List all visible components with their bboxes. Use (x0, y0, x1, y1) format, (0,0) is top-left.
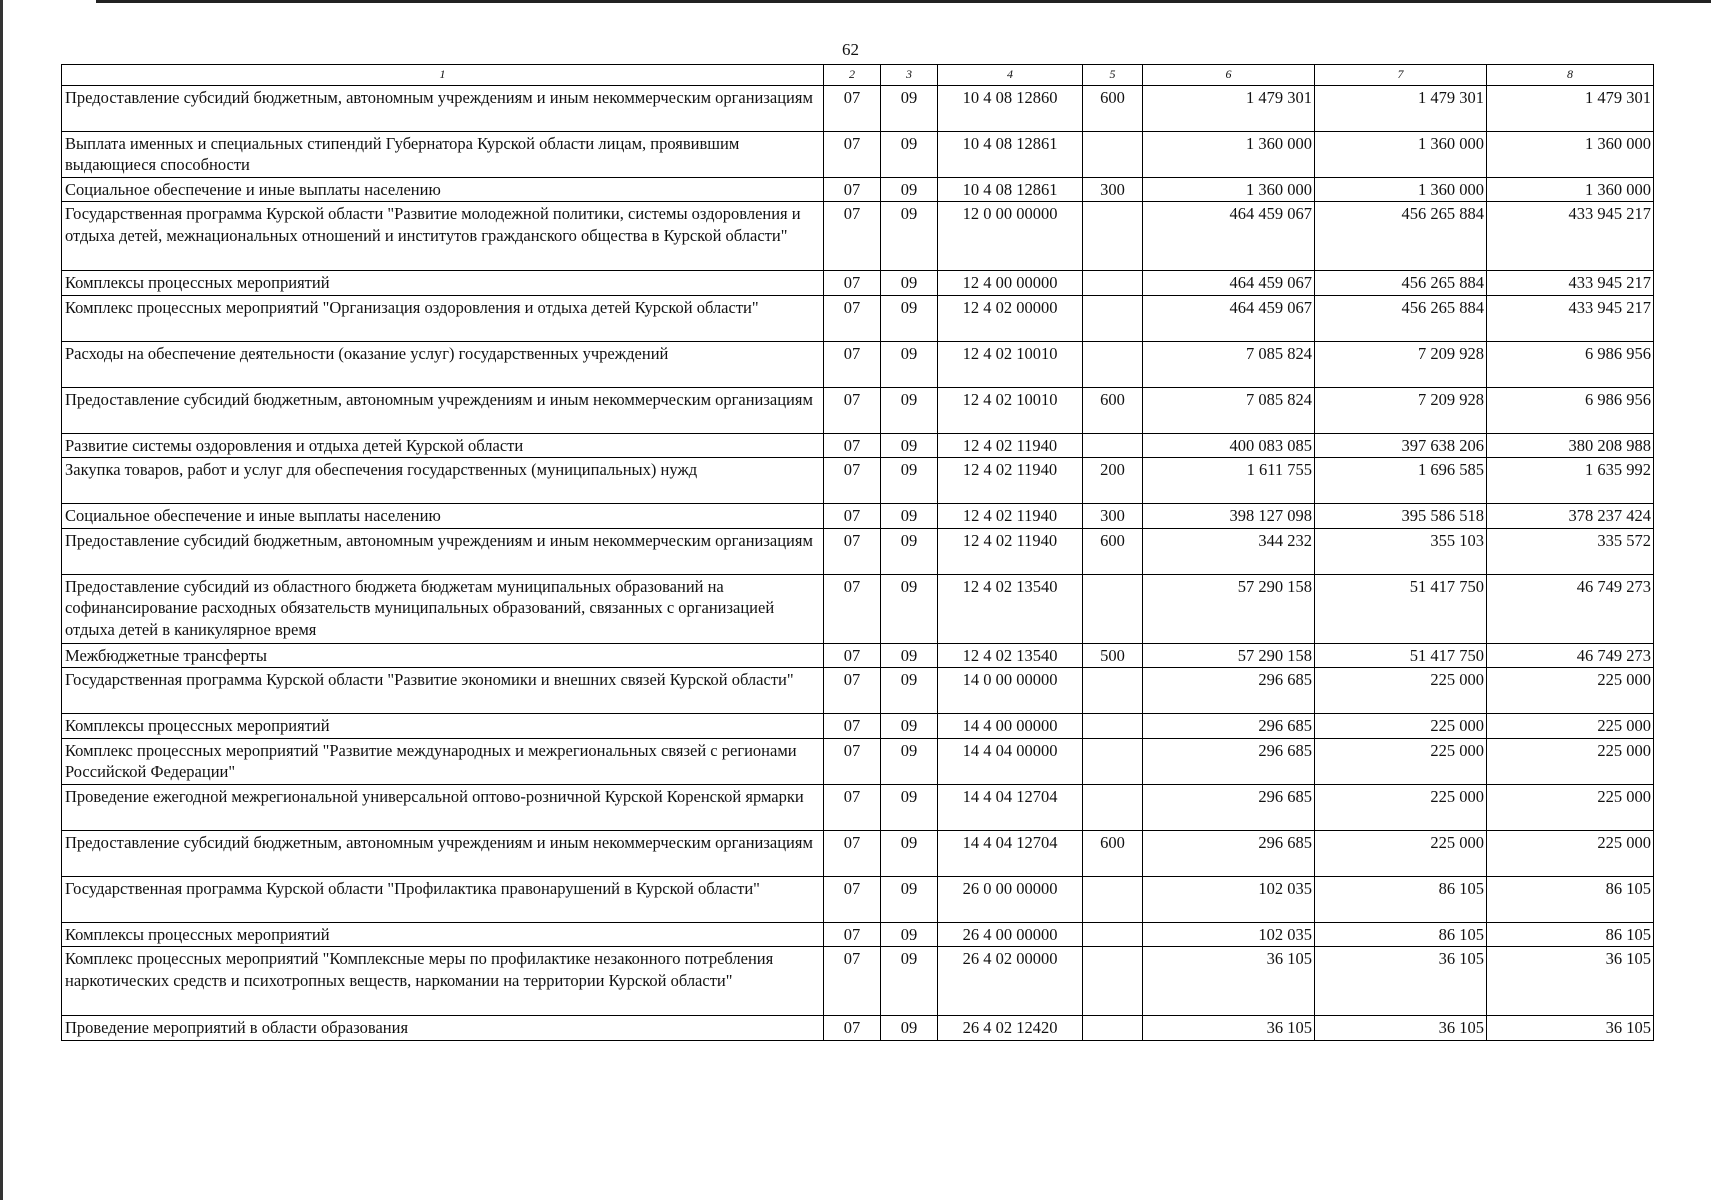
row-subsection: 09 (881, 922, 938, 946)
row-section: 07 (824, 86, 881, 132)
row-name: Комплексы процессных мероприятий (62, 271, 824, 295)
table-row (62, 784, 1654, 830)
row-target-article: 12 4 02 00000 (938, 295, 1083, 341)
row-amount-col6: 7 085 824 (1143, 341, 1315, 387)
row-section: 07 (824, 433, 881, 457)
row-name: Развитие системы оздоровления и отдыха детей Курской области (62, 433, 824, 457)
table-row (62, 830, 1654, 876)
row-subsection: 09 (881, 643, 938, 667)
row-amount-col6: 464 459 067 (1143, 202, 1315, 271)
row-expense-type: 600 (1083, 86, 1143, 132)
row-amount-col8: 225 000 (1487, 784, 1654, 830)
row-expense-type (1083, 922, 1143, 946)
row-name: Выплата именных и специальных стипендий Губернатора Курской области лицам, проявившим выдающиеся способности (62, 132, 824, 178)
row-amount-col8: 6 986 956 (1487, 341, 1654, 387)
row-amount-col7: 225 000 (1315, 714, 1487, 738)
row-amount-col8: 433 945 217 (1487, 202, 1654, 271)
row-expense-type (1083, 202, 1143, 271)
row-amount-col6: 296 685 (1143, 784, 1315, 830)
column-header-4: 4 (938, 65, 1083, 86)
table-row (62, 271, 1654, 295)
row-expense-type (1083, 433, 1143, 457)
row-expense-type: 600 (1083, 387, 1143, 433)
row-name: Предоставление субсидий бюджетным, автономным учреждениям и иным некоммерческим организациям (62, 86, 824, 132)
row-name: Предоставление субсидий из областного бюджета бюджетам муниципальных образований на софинансирование расходных обязательств муниципальных образований, связанных с организацией отдыха детей в каникулярное время (62, 574, 824, 643)
table-row (62, 1016, 1654, 1040)
row-section: 07 (824, 504, 881, 528)
row-subsection: 09 (881, 433, 938, 457)
row-target-article: 14 4 04 12704 (938, 784, 1083, 830)
table-row (62, 387, 1654, 433)
table-row (62, 458, 1654, 504)
row-target-article: 12 4 02 11940 (938, 458, 1083, 504)
scan-edge-top (96, 0, 1711, 3)
page-number: 62 (842, 40, 859, 59)
row-target-article: 10 4 08 12861 (938, 178, 1083, 202)
row-subsection: 09 (881, 295, 938, 341)
row-section: 07 (824, 714, 881, 738)
table-row (62, 738, 1654, 784)
row-amount-col8: 1 360 000 (1487, 132, 1654, 178)
row-amount-col8: 335 572 (1487, 528, 1654, 574)
row-amount-col7: 456 265 884 (1315, 202, 1487, 271)
row-amount-col7: 1 360 000 (1315, 178, 1487, 202)
row-amount-col6: 1 360 000 (1143, 178, 1315, 202)
table-row (62, 504, 1654, 528)
row-amount-col7: 36 105 (1315, 1016, 1487, 1040)
row-name: Комплекс процессных мероприятий "Организация оздоровления и отдыха детей Курской области" (62, 295, 824, 341)
row-subsection: 09 (881, 1016, 938, 1040)
row-section: 07 (824, 387, 881, 433)
row-amount-col7: 395 586 518 (1315, 504, 1487, 528)
row-amount-col7: 1 479 301 (1315, 86, 1487, 132)
row-target-article: 10 4 08 12861 (938, 132, 1083, 178)
row-target-article: 12 4 02 11940 (938, 504, 1083, 528)
row-amount-col6: 464 459 067 (1143, 295, 1315, 341)
row-amount-col8: 86 105 (1487, 876, 1654, 922)
budget-table (61, 64, 1654, 1041)
column-header-6: 6 (1143, 65, 1315, 86)
row-name: Предоставление субсидий бюджетным, автономным учреждениям и иным некоммерческим организациям (62, 830, 824, 876)
row-expense-type (1083, 738, 1143, 784)
row-amount-col7: 36 105 (1315, 947, 1487, 1016)
row-subsection: 09 (881, 132, 938, 178)
table-row (62, 528, 1654, 574)
row-section: 07 (824, 922, 881, 946)
row-section: 07 (824, 947, 881, 1016)
row-subsection: 09 (881, 738, 938, 784)
row-amount-col7: 225 000 (1315, 784, 1487, 830)
row-name: Комплекс процессных мероприятий "Комплексные меры по профилактике незаконного потребления наркотических средств и психотропных веществ, наркомании на территории Курской области" (62, 947, 824, 1016)
row-subsection: 09 (881, 784, 938, 830)
row-subsection: 09 (881, 271, 938, 295)
row-section: 07 (824, 738, 881, 784)
row-subsection: 09 (881, 341, 938, 387)
table-row (62, 178, 1654, 202)
row-amount-col7: 397 638 206 (1315, 433, 1487, 457)
row-amount-col8: 225 000 (1487, 738, 1654, 784)
row-expense-type (1083, 1016, 1143, 1040)
row-name: Социальное обеспечение и иные выплаты населению (62, 504, 824, 528)
row-amount-col6: 296 685 (1143, 830, 1315, 876)
row-amount-col8: 46 749 273 (1487, 574, 1654, 643)
row-section: 07 (824, 668, 881, 714)
row-amount-col8: 36 105 (1487, 1016, 1654, 1040)
row-amount-col8: 378 237 424 (1487, 504, 1654, 528)
row-section: 07 (824, 784, 881, 830)
row-amount-col6: 57 290 158 (1143, 643, 1315, 667)
row-subsection: 09 (881, 528, 938, 574)
table-row (62, 341, 1654, 387)
row-name: Проведение ежегодной межрегиональной универсальной оптово-розничной Курской Коренской ярмарки (62, 784, 824, 830)
row-section: 07 (824, 202, 881, 271)
row-name: Государственная программа Курской области "Профилактика правонарушений в Курской области" (62, 876, 824, 922)
column-header-8: 8 (1487, 65, 1654, 86)
row-amount-col6: 1 360 000 (1143, 132, 1315, 178)
row-target-article: 14 0 00 00000 (938, 668, 1083, 714)
row-section: 07 (824, 458, 881, 504)
row-target-article: 26 4 02 00000 (938, 947, 1083, 1016)
row-amount-col8: 225 000 (1487, 668, 1654, 714)
row-section: 07 (824, 528, 881, 574)
row-expense-type (1083, 574, 1143, 643)
row-amount-col7: 225 000 (1315, 668, 1487, 714)
row-name: Закупка товаров, работ и услуг для обеспечения государственных (муниципальных) нужд (62, 458, 824, 504)
row-amount-col7: 51 417 750 (1315, 574, 1487, 643)
row-amount-col7: 51 417 750 (1315, 643, 1487, 667)
row-subsection: 09 (881, 504, 938, 528)
row-expense-type (1083, 341, 1143, 387)
row-target-article: 14 4 00 00000 (938, 714, 1083, 738)
table-row (62, 876, 1654, 922)
row-amount-col7: 456 265 884 (1315, 271, 1487, 295)
row-subsection: 09 (881, 202, 938, 271)
row-section: 07 (824, 876, 881, 922)
row-amount-col6: 398 127 098 (1143, 504, 1315, 528)
row-section: 07 (824, 1016, 881, 1040)
row-subsection: 09 (881, 178, 938, 202)
row-amount-col8: 1 479 301 (1487, 86, 1654, 132)
row-amount-col8: 86 105 (1487, 922, 1654, 946)
row-amount-col6: 296 685 (1143, 738, 1315, 784)
row-name: Проведение мероприятий в области образования (62, 1016, 824, 1040)
row-section: 07 (824, 643, 881, 667)
row-expense-type: 600 (1083, 528, 1143, 574)
row-amount-col8: 433 945 217 (1487, 271, 1654, 295)
row-section: 07 (824, 271, 881, 295)
row-section: 07 (824, 574, 881, 643)
row-expense-type (1083, 947, 1143, 1016)
row-amount-col7: 1 696 585 (1315, 458, 1487, 504)
row-target-article: 12 4 00 00000 (938, 271, 1083, 295)
row-expense-type (1083, 668, 1143, 714)
row-name: Предоставление субсидий бюджетным, автономным учреждениям и иным некоммерческим организациям (62, 528, 824, 574)
row-name: Государственная программа Курской области "Развитие молодежной политики, системы оздоровления и отдыха детей, межнациональных отношений и институтов гражданского общества в Курской области" (62, 202, 824, 271)
scan-edge-left (0, 0, 3, 1200)
row-target-article: 12 4 02 13540 (938, 574, 1083, 643)
row-subsection: 09 (881, 574, 938, 643)
row-target-article: 10 4 08 12860 (938, 86, 1083, 132)
table-row (62, 574, 1654, 643)
row-amount-col7: 456 265 884 (1315, 295, 1487, 341)
row-amount-col8: 46 749 273 (1487, 643, 1654, 667)
column-header-7: 7 (1315, 65, 1487, 86)
row-name: Предоставление субсидий бюджетным, автономным учреждениям и иным некоммерческим организациям (62, 387, 824, 433)
row-amount-col8: 36 105 (1487, 947, 1654, 1016)
row-target-article: 14 4 04 00000 (938, 738, 1083, 784)
row-amount-col6: 464 459 067 (1143, 271, 1315, 295)
row-subsection: 09 (881, 387, 938, 433)
row-amount-col8: 380 208 988 (1487, 433, 1654, 457)
row-amount-col7: 86 105 (1315, 922, 1487, 946)
row-subsection: 09 (881, 86, 938, 132)
row-name: Социальное обеспечение и иные выплаты населению (62, 178, 824, 202)
table-row (62, 86, 1654, 132)
row-target-article: 14 4 04 12704 (938, 830, 1083, 876)
row-subsection: 09 (881, 668, 938, 714)
row-amount-col6: 36 105 (1143, 947, 1315, 1016)
row-amount-col8: 1 635 992 (1487, 458, 1654, 504)
table-row (62, 668, 1654, 714)
row-subsection: 09 (881, 947, 938, 1016)
row-section: 07 (824, 341, 881, 387)
column-header-1: 1 (62, 65, 824, 86)
row-subsection: 09 (881, 714, 938, 738)
row-amount-col7: 86 105 (1315, 876, 1487, 922)
row-target-article: 12 4 02 10010 (938, 387, 1083, 433)
table-row (62, 295, 1654, 341)
row-amount-col6: 296 685 (1143, 668, 1315, 714)
row-section: 07 (824, 295, 881, 341)
row-subsection: 09 (881, 458, 938, 504)
row-amount-col8: 225 000 (1487, 714, 1654, 738)
table-row (62, 132, 1654, 178)
row-expense-type (1083, 714, 1143, 738)
row-expense-type (1083, 132, 1143, 178)
row-amount-col8: 433 945 217 (1487, 295, 1654, 341)
row-name: Государственная программа Курской области "Развитие экономики и внешних связей Курской области" (62, 668, 824, 714)
row-expense-type: 600 (1083, 830, 1143, 876)
row-amount-col8: 6 986 956 (1487, 387, 1654, 433)
column-header-2: 2 (824, 65, 881, 86)
row-amount-col7: 225 000 (1315, 830, 1487, 876)
row-amount-col6: 344 232 (1143, 528, 1315, 574)
row-name: Комплекс процессных мероприятий "Развитие международных и межрегиональных связей с регионами Российской Федерации" (62, 738, 824, 784)
row-amount-col6: 102 035 (1143, 922, 1315, 946)
row-section: 07 (824, 178, 881, 202)
row-section: 07 (824, 132, 881, 178)
row-target-article: 12 4 02 11940 (938, 528, 1083, 574)
row-expense-type (1083, 295, 1143, 341)
row-target-article: 26 0 00 00000 (938, 876, 1083, 922)
row-name: Расходы на обеспечение деятельности (оказание услуг) государственных учреждений (62, 341, 824, 387)
row-amount-col6: 1 611 755 (1143, 458, 1315, 504)
row-target-article: 12 4 02 10010 (938, 341, 1083, 387)
table-row (62, 922, 1654, 946)
row-target-article: 26 4 02 12420 (938, 1016, 1083, 1040)
row-name: Комплексы процессных мероприятий (62, 922, 824, 946)
row-name: Комплексы процессных мероприятий (62, 714, 824, 738)
row-amount-col7: 355 103 (1315, 528, 1487, 574)
row-target-article: 12 4 02 13540 (938, 643, 1083, 667)
row-amount-col6: 1 479 301 (1143, 86, 1315, 132)
column-number-row (62, 65, 1654, 86)
row-amount-col6: 36 105 (1143, 1016, 1315, 1040)
table-row (62, 643, 1654, 667)
row-expense-type: 300 (1083, 504, 1143, 528)
row-amount-col7: 7 209 928 (1315, 387, 1487, 433)
row-subsection: 09 (881, 830, 938, 876)
table-row (62, 947, 1654, 1016)
table-row (62, 714, 1654, 738)
column-header-3: 3 (881, 65, 938, 86)
row-target-article: 12 0 00 00000 (938, 202, 1083, 271)
table-row (62, 433, 1654, 457)
row-amount-col6: 57 290 158 (1143, 574, 1315, 643)
table-row (62, 202, 1654, 271)
row-section: 07 (824, 830, 881, 876)
row-expense-type: 200 (1083, 458, 1143, 504)
table-body (62, 86, 1654, 1041)
row-subsection: 09 (881, 876, 938, 922)
row-amount-col7: 1 360 000 (1315, 132, 1487, 178)
row-amount-col6: 400 083 085 (1143, 433, 1315, 457)
column-header-5: 5 (1083, 65, 1143, 86)
row-amount-col8: 1 360 000 (1487, 178, 1654, 202)
row-expense-type (1083, 784, 1143, 830)
row-expense-type (1083, 876, 1143, 922)
row-amount-col8: 225 000 (1487, 830, 1654, 876)
row-target-article: 12 4 02 11940 (938, 433, 1083, 457)
row-amount-col6: 7 085 824 (1143, 387, 1315, 433)
row-amount-col7: 7 209 928 (1315, 341, 1487, 387)
row-expense-type: 500 (1083, 643, 1143, 667)
row-amount-col7: 225 000 (1315, 738, 1487, 784)
row-amount-col6: 296 685 (1143, 714, 1315, 738)
row-expense-type (1083, 271, 1143, 295)
row-expense-type: 300 (1083, 178, 1143, 202)
row-amount-col6: 102 035 (1143, 876, 1315, 922)
row-name: Межбюджетные трансферты (62, 643, 824, 667)
row-target-article: 26 4 00 00000 (938, 922, 1083, 946)
